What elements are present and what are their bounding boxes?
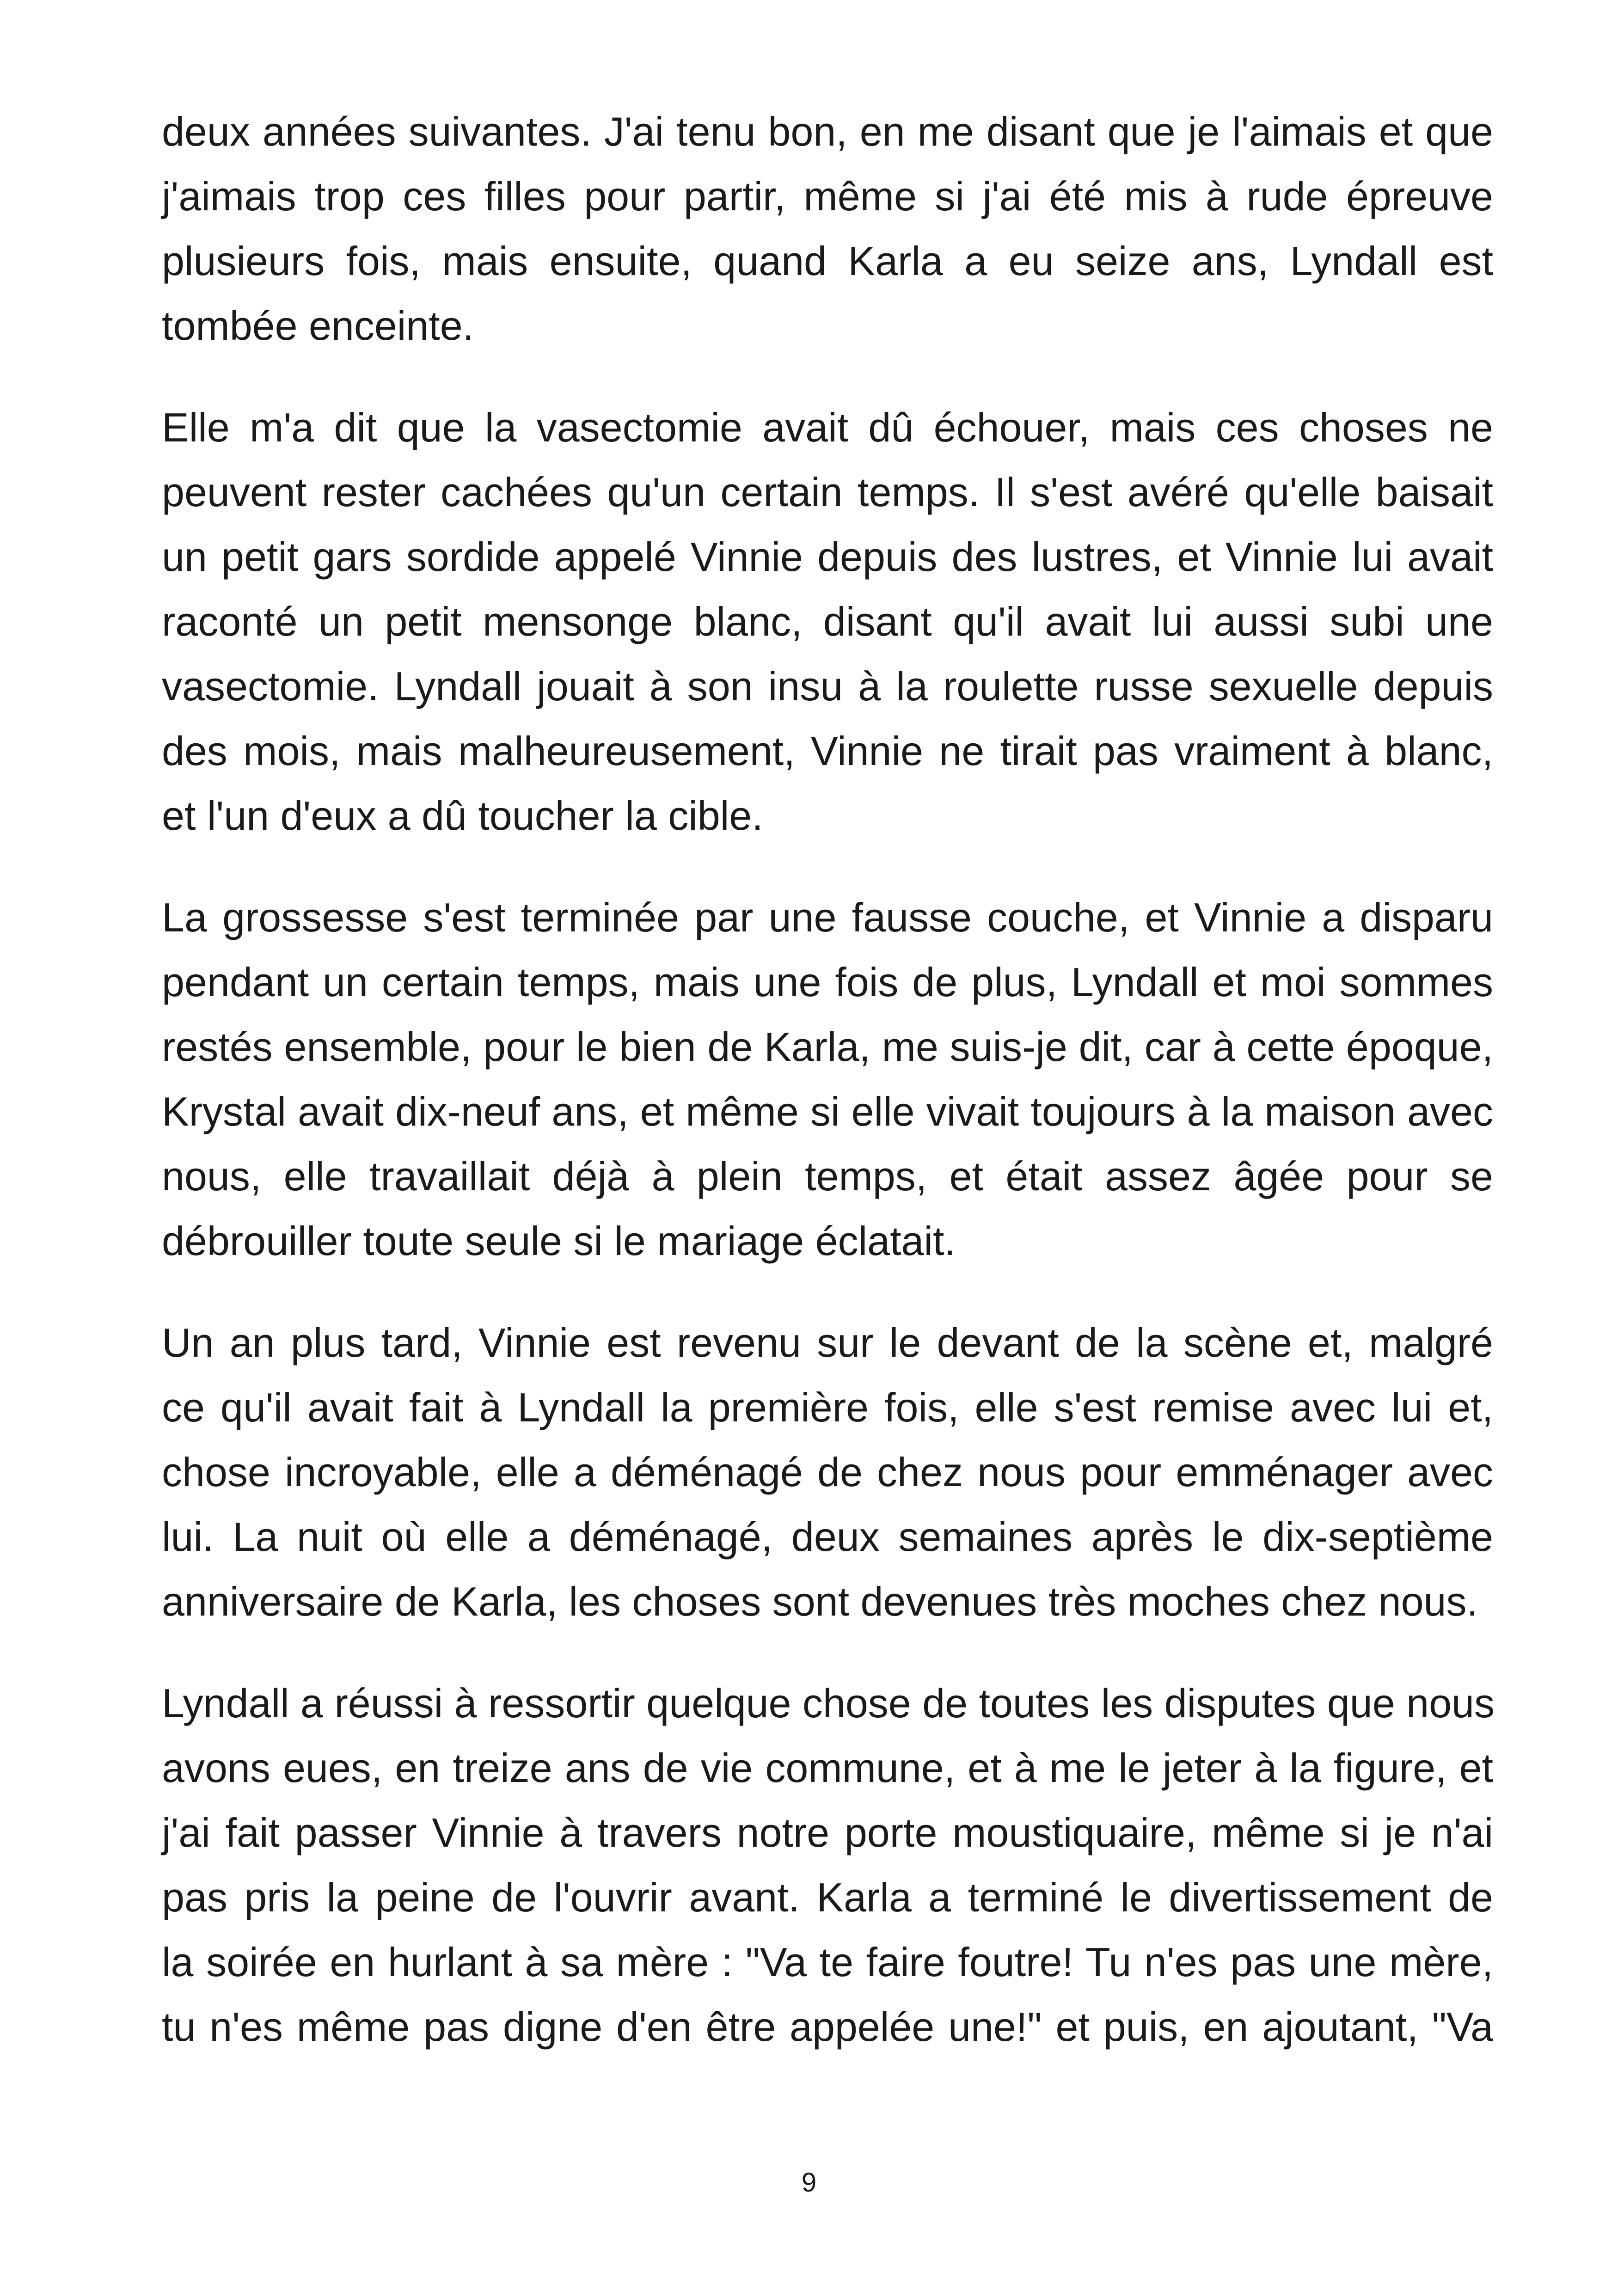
text-line: pas pris la peine de l'ouvrir avant. Karla a terminé le divertissement de [162, 1874, 1493, 1920]
text-line: Un an plus tard, Vinnie est revenu sur le devant de la scène et, malgré [162, 1320, 1493, 1365]
text-line: Lyndall a réussi à ressortir quelque chose de toutes les disputes que nous [162, 1680, 1495, 1726]
paragraph-1 [162, 99, 1493, 358]
text-line: des mois, mais malheureusement, Vinnie ne tirait pas vraiment à blanc, [162, 728, 1493, 774]
text-line: un petit gars sordide appelé Vinnie depuis des lustres, et Vinnie lui avait [162, 534, 1493, 580]
page-number: 9 [801, 2167, 817, 2198]
text-line: raconté un petit mensonge blanc, disant qu'il avait lui aussi subi une [162, 599, 1493, 644]
text-line: chose incroyable, elle a déménagé de chez nous pour emménager avec [162, 1449, 1493, 1495]
body-text [162, 99, 1493, 2096]
text-line: tu n'es même pas digne d'en être appelée une!" et puis, en ajoutant, "Va [162, 2004, 1493, 2050]
text-line: Krystal avait dix-neuf ans, et même si elle vivait toujours à la maison avec [162, 1089, 1493, 1134]
text-line: tombée enceinte. [162, 303, 474, 349]
text-line: vasectomie. Lyndall jouait à son insu à la roulette russe sexuelle depuis [162, 663, 1493, 709]
text-line: ce qu'il avait fait à Lyndall la première fois, elle s'est remise avec lui et, [162, 1384, 1493, 1430]
text-line: avons eues, en treize ans de vie commune, et à me le jeter à la figure, et [162, 1745, 1493, 1791]
text-line: j'ai fait passer Vinnie à travers notre porte moustiquaire, même si je n'ai [162, 1810, 1493, 1855]
text-line: j'aimais trop ces filles pour partir, même si j'ai été mis à rude épreuve [162, 173, 1493, 219]
text-line: anniversaire de Karla, les choses sont devenues très moches chez nous. [162, 1579, 1478, 1624]
text-line: La grossesse s'est terminée par une fausse couche, et Vinnie a disparu [162, 894, 1493, 940]
paragraph-4 [162, 1310, 1493, 1634]
paragraph-3 [162, 885, 1493, 1274]
text-line: nous, elle travaillait déjà à plein temps, et était assez âgée pour se [162, 1153, 1493, 1199]
text-line: la soirée en hurlant à sa mère : "Va te faire foutre! Tu n'es pas une mère, [162, 1939, 1493, 1985]
text-line: débrouiller toute seule si le mariage éclatait. [162, 1218, 956, 1264]
paragraph-2 [162, 395, 1493, 848]
paragraph-5 [162, 1671, 1493, 2059]
text-line: et l'un d'eux a dû toucher la cible. [162, 793, 763, 839]
text-line: lui. La nuit où elle a déménagé, deux semaines après le dix-septième [162, 1514, 1493, 1560]
text-line: pendant un certain temps, mais une fois de plus, Lyndall et moi sommes [162, 959, 1493, 1005]
text-line: plusieurs fois, mais ensuite, quand Karla a eu seize ans, Lyndall est [162, 238, 1493, 284]
text-line: deux années suivantes. J'ai tenu bon, en me disant que je l'aimais et que [162, 109, 1493, 154]
text-line: peuvent rester cachées qu'un certain temps. Il s'est avéré qu'elle baisait [162, 469, 1493, 515]
text-line: Elle m'a dit que la vasectomie avait dû échouer, mais ces choses ne [162, 404, 1493, 450]
text-line: restés ensemble, pour le bien de Karla, me suis-je dit, car à cette époque, [162, 1024, 1493, 1070]
